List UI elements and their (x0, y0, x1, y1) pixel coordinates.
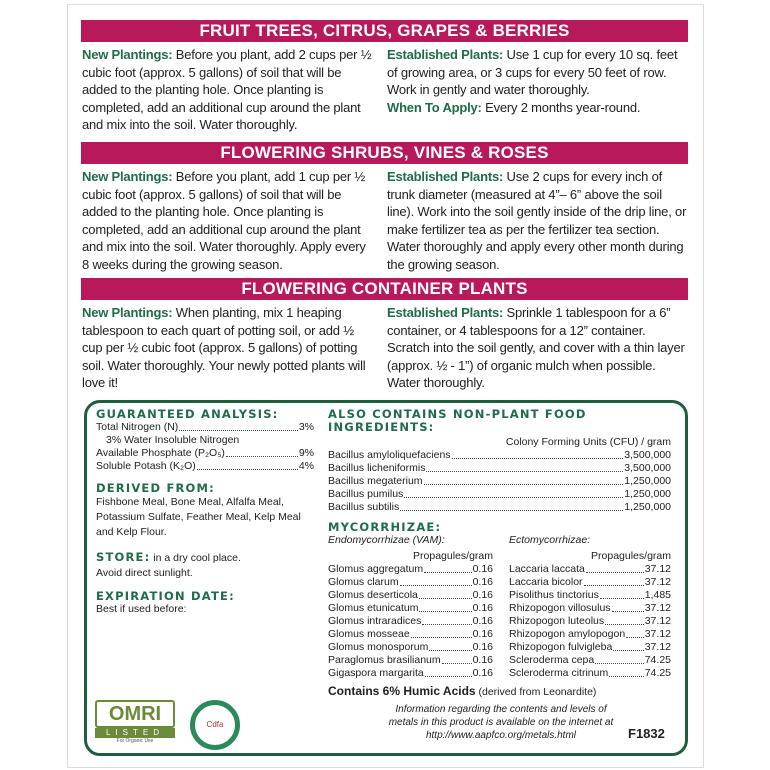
product-code: F1832 (628, 726, 665, 741)
analysis-row: Available Phosphate (P₂O₅) 9% (96, 447, 314, 459)
analysis-row: Soluble Potash (K₂O) 4% (96, 460, 314, 472)
ingredient-row: Glomus etunicatum 0.16 (328, 602, 493, 614)
label: New Plantings: (82, 169, 173, 184)
ecto-list (509, 534, 671, 680)
ecto-title: Ectomycorrhizae: (509, 534, 591, 546)
ingredient-row: Glomus aggregatum 0.16 (328, 563, 493, 575)
text-when: Every 2 months year-round. (481, 99, 641, 115)
shrubs-established-plants (387, 168, 687, 273)
container-established-plants (387, 304, 687, 392)
text: Before you plant, add 2 cups per ½ cubic foot (approx. 5 gallons) of soil that will be added to the planting hole. Once planting is completed, add an additional cup around the plant and mix into the soil. Water thoroughly. (82, 47, 372, 132)
expiration-title: EXPIRATION DATE: (96, 589, 235, 603)
label: New Plantings: (82, 305, 173, 320)
ingredient-row: Bacillus amyloliquefaciens 3,500,000 (328, 449, 671, 461)
ingredient-row: Rhizopogon luteolus 37.12 (509, 615, 671, 627)
label: Established Plants: (387, 47, 504, 62)
cdfa-seal: Cdfa (190, 700, 240, 750)
ingredient-row: Glomus mosseae 0.16 (328, 628, 493, 640)
fruit-established-plants (387, 46, 687, 116)
metals-info: Information regarding the contents and levels of metals in this product is available on the internet at http://www.aapfco.org/metals.html (388, 704, 614, 741)
nonplant-title: ALSO CONTAINS NON-PLANT FOOD INGREDIENTS: (328, 407, 587, 434)
derived-text: Fishbone Meal, Bone Meal, Alfalfa Meal, Potassium Sulfate, Feather Meal, Kelp Meal and Kelp Flour. (96, 496, 301, 538)
ingredient-row: Bacillus pumilus 1,250,000 (328, 488, 671, 500)
text: Before you plant, add 1 cup per ½ cubic foot (approx. 5 gallons) of soil that will be added to the planting hole. Once planting is completed, add an additional cup around the plant and mix into the soil. Water thoroughly. Apply every 8 weeks during the growing season. (82, 169, 366, 272)
ingredient-row: Gigaspora margarita 0.16 (328, 667, 493, 679)
section-title-shrubs: FLOWERING SHRUBS, VINES & ROSES (81, 142, 688, 164)
text: Sprinkle 1 tablespoon for a 6” container, or 4 tablespoons for a 12” container. Scratch into the soil gently, and cover with a thin layer (approx. ½ - 1”) of organic mulch when possible. Water thoroughly. (387, 305, 685, 390)
ingredient-row: Glomus clarum 0.16 (328, 576, 493, 588)
ingredient-row: Rhizopogon villosulus 37.12 (509, 602, 671, 614)
analysis-sub: 3% Water Insoluble Nitrogen (106, 434, 240, 446)
ingredient-row: Bacillus megaterium 1,250,000 (328, 475, 671, 487)
label-when: When To Apply: (387, 99, 482, 115)
myco-title: MYCORRHIZAE: (328, 520, 442, 534)
omri-logo: OMRI LISTED For Organic Use (95, 700, 175, 750)
ecto-unit: Propagules/gram (591, 550, 671, 562)
ingredient-row: Glomus intraradices 0.16 (328, 615, 493, 627)
container-new-plantings (82, 304, 375, 392)
store: STORE: in a dry cool place. Avoid direct sunlight. (96, 550, 241, 579)
section-title-fruit-trees: FRUIT TREES, CITRUS, GRAPES & BERRIES (81, 20, 688, 42)
expiration-text: Best if used before: (96, 603, 187, 615)
cfu-unit: Colony Forming Units (CFU) / gram (505, 436, 671, 448)
ingredient-row: Bacillus licheniformis 3,500,000 (328, 462, 671, 474)
label: Established Plants: (387, 305, 504, 320)
humic-acids: Contains 6% Humic Acids (derived from Leonardite) (328, 684, 597, 698)
analysis-title: GUARANTEED ANALYSIS: (96, 407, 279, 421)
endo-list (328, 534, 493, 680)
ingredient-row: Laccaria bicolor 37.12 (509, 576, 671, 588)
ingredient-row: Laccaria laccata 37.12 (509, 563, 671, 575)
derived-title: DERIVED FROM: (96, 481, 215, 495)
text: Use 2 cups for every inch of trunk diameter (measured at 4”– 6” above the soil line). Work into the soil gently inside of the drip line, or make fertilizer tea as per the fertilizer tea section. Water thoroughly and apply every other month during the growing season. (387, 169, 687, 272)
label: New Plantings: (82, 47, 173, 62)
ingredient-row: Rhizopogon fulvigleba 37.12 (509, 641, 671, 653)
section-title-container: FLOWERING CONTAINER PLANTS (81, 278, 688, 300)
shrubs-new-plantings (82, 168, 375, 273)
text: Use 1 cup for every 10 sq. feet of growing area, or 3 cups for every 50 feet of row. Work in gently and water thoroughly. (387, 47, 678, 97)
fruit-new-plantings (82, 46, 375, 134)
ingredient-row: Glomus monosporum 0.16 (328, 641, 493, 653)
ingredient-row: Scleroderma citrinum 74.25 (509, 667, 671, 679)
analysis-row: Total Nitrogen (N) 3% (96, 421, 314, 433)
analysis-column (96, 408, 314, 616)
endo-title: Endomycorrhizae (VAM): (328, 534, 445, 546)
ingredient-row: Pisolithus tinctorius 1,485 (509, 589, 671, 601)
endo-unit: Propagules/gram (413, 550, 493, 562)
ingredient-row: Paraglomus brasilianum 0.16 (328, 654, 493, 666)
ingredient-row: Scleroderma cepa 74.25 (509, 654, 671, 666)
ingredient-row: Rhizopogon amylopogon 37.12 (509, 628, 671, 640)
label: Established Plants: (387, 169, 504, 184)
nonplant-column (328, 408, 671, 699)
text: When planting, mix 1 heaping tablespoon to each quart of potting soil, or add ½ cup per ½ cubic foot (approx. 5 gallons) of potting soil. Water thoroughly. Your newly potted plants will love it! (82, 305, 366, 390)
ingredient-row: Glomus deserticola 0.16 (328, 589, 493, 601)
ingredient-row: Bacillus subtilis 1,250,000 (328, 501, 671, 513)
